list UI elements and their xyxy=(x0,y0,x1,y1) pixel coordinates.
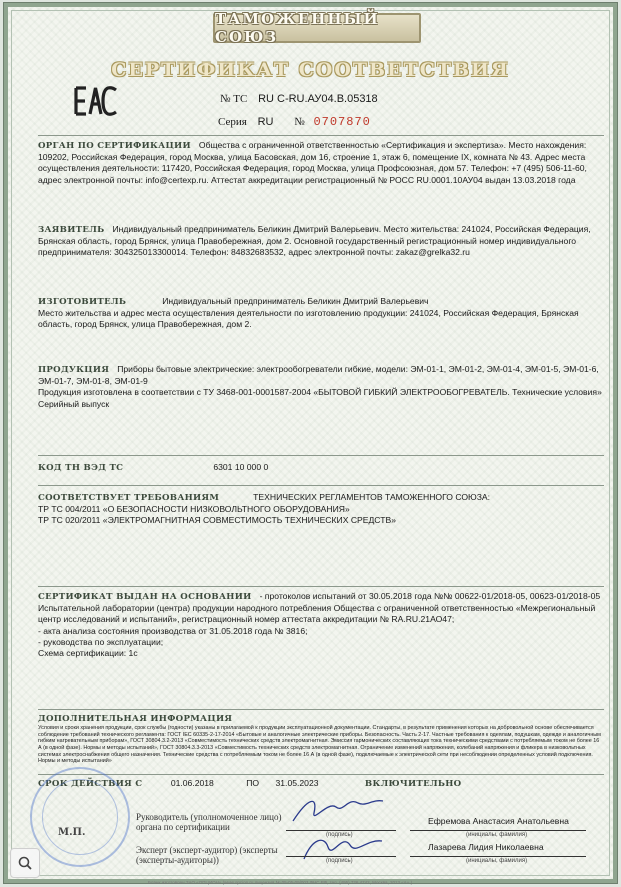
serial-no-label: № xyxy=(294,116,305,128)
certificate-number: RU C-RU.АУ04.В.05318 xyxy=(258,93,378,105)
basis-section xyxy=(38,591,604,659)
product-spec: Продукция изготовлена в соответствии с ТУ 3468-001-0001587-2004 «БЫТОВОЙ ГИБКИЙ ЭЛЕКТРООБОГРЕВАТЕЛЬ. Технические условия» xyxy=(38,387,602,398)
additional-section xyxy=(38,713,604,765)
zoom-button[interactable] xyxy=(10,848,40,878)
serial-label: Серия xyxy=(218,116,247,128)
seal-stamp xyxy=(30,767,130,867)
serial-code: RU xyxy=(257,116,274,128)
divider xyxy=(38,135,604,136)
manufacturer-name: Индивидуальный предприниматель Беликин Дмитрий Валерьевич xyxy=(162,296,429,306)
divider xyxy=(38,709,604,710)
customs-union-banner xyxy=(213,10,421,46)
basis-scheme: Схема сертификации: 1с xyxy=(38,648,138,659)
expert-sign-caption: (подпись) xyxy=(326,858,353,864)
serial-number: 0707870 xyxy=(313,115,371,129)
number-label: № ТС xyxy=(220,93,248,105)
expert-name-line xyxy=(410,856,586,857)
zoom-icon xyxy=(17,855,33,871)
blank-footer: Бланк изготовлен ЗАО «ОПЦИОН» (www.opcion.ru лицензия № 05-05-09/003 ФНС РФ, тел. (495) 726 4742, Москва, 2013 «А» ) xyxy=(148,880,413,885)
tnved-header: КОД ТН ВЭД ТС xyxy=(38,463,124,473)
expert-label: Эксперт (эксперт-аудитор) (эксперты (эксперты-аудиторы)) xyxy=(136,845,278,865)
valid-from: 01.06.2018 xyxy=(170,778,214,788)
conformity-line3: ТР ТС 020/2011 «ЭЛЕКТРОМАГНИТНАЯ СОВМЕСТИМОСТЬ ТЕХНИЧЕСКИХ СРЕДСТВ» xyxy=(38,515,396,526)
divider xyxy=(38,774,604,775)
head-signature xyxy=(288,793,388,829)
applicant-header: ЗАЯВИТЕЛЬ xyxy=(38,225,105,235)
basis-header: СЕРТИФИКАТ ВЫДАН НА ОСНОВАНИИ xyxy=(38,592,252,602)
additional-text: Условия и сроки хранения продукции, срок службы (годности) указаны в прилагаемой к продукции эксплуатационной документации. Стандарты, в результате применения которых на добровольной основе обеспечивается соблюдение требований технического регламента: ГОСТ IEC 60335-2-17-2014 «Бытовые и аналогичные электрические приборы. Безопасность. Часть 2-17. Частные требования к одеялам, подушкам, одежде и аналогичным гибким нагревательным приборам», ГОСТ 30804.3.2-2013 «Совместимость технических средств электромагнитная. Эмиссия гармонических составляющих тока техническими средствами с потребляемым током не более 16 А (в одной фазе). Нормы и методы испытаний», ГОСТ 30804.3.3-2013 «Совместимость технических средств электромагнитная. Ограничение изменений напряжения, колебаний напряжения и фликера в низковольтных системах электроснабжения общего назначения. Технические средства с потребляемым током не более 16 А (в одной фазе), подключаемые к электрической сети при несоблюдении определенных условий подключения. Нормы и методы испытаний» xyxy=(38,725,601,765)
expert-signature-line xyxy=(286,856,396,857)
head-name: Ефремова Анастасия Анатольевна xyxy=(428,816,569,826)
product-release: Серийный выпуск xyxy=(38,398,110,409)
validity-section xyxy=(38,778,604,790)
head-sign-caption: (подпись) xyxy=(326,832,353,838)
organ-section xyxy=(38,140,604,186)
head-name-line xyxy=(410,830,586,831)
banner-text: ТАМОЖЕННЫЙ СОЮЗ xyxy=(215,10,380,46)
organ-text: Общества с ограниченной ответственностью «Сертификация и экспертиза». Место нахождения: 109202, Российская Федерация, город Москва, улица Басовская, дом 16, строение 1, этаж 6, помещение IX, комната № 43. Адрес места осуществления деятельности: 117420, Российская Федерация, город Москва, улица Профсоюзная, дом 57. Телефон: +7 (495) 506-11-60, адрес электронной почты: info@certexp.ru. Аттестат аккредитации регистрационный № РОСС RU.0001.10АУ04 выдан 13.03.2018 года xyxy=(38,140,587,185)
certificate xyxy=(4,3,617,883)
organ-header: ОРГАН ПО СЕРТИФИКАЦИИ xyxy=(38,141,191,151)
head-name-caption: (инициалы, фамилия) xyxy=(466,832,528,838)
applicant-section xyxy=(38,224,604,259)
conformity-header: СООТВЕТСТВУЕТ ТРЕБОВАНИЯМ xyxy=(38,493,220,503)
conformity-section xyxy=(38,492,604,527)
basis-act: - акта анализа состояния производства от 31.05.2018 года № 3816; xyxy=(38,625,308,636)
valid-to-label: ПО xyxy=(246,778,260,788)
certificate-number-row xyxy=(220,93,378,105)
manufacturer-section xyxy=(38,296,604,331)
additional-header: ДОПОЛНИТЕЛЬНАЯ ИНФОРМАЦИЯ xyxy=(38,714,233,724)
head-label: Руководитель (уполномоченное лицо) органа по сертификации xyxy=(136,812,282,832)
manufacturer-text: Место жительства и адрес места осуществления деятельности по изготовлению продукции: 241024, Российская Федерация, Брянская область, город Брянск, улица Правобережная, дом 2. xyxy=(38,308,579,330)
product-section xyxy=(38,364,604,410)
product-text: Приборы бытовые электрические: электрообогреватели гибкие, модели: ЭМ-01-1, ЭМ-01-2, ЭМ-01-4, ЭМ-01-5, ЭМ-01-6, ЭМ-01-7, ЭМ-01-8, ЭМ-01-9 xyxy=(38,364,599,387)
basis-manual: - руководства по эксплуатации; xyxy=(38,636,164,647)
serial-row xyxy=(218,115,371,129)
divider xyxy=(38,485,604,486)
divider xyxy=(38,586,604,587)
validity-header: СРОК ДЕЙСТВИЯ С xyxy=(38,779,143,789)
manufacturer-header: ИЗГОТОВИТЕЛЬ xyxy=(38,297,127,307)
conformity-line2: ТР ТС 004/2011 «О БЕЗОПАСНОСТИ НИЗКОВОЛЬТНОГО ОБОРУДОВАНИЯ» xyxy=(38,504,350,515)
certificate-title: СЕРТИФИКАТ СООТВЕТСТВИЯ xyxy=(111,59,510,81)
seal-label: М.П. xyxy=(58,827,86,838)
product-header: ПРОДУКЦИЯ xyxy=(38,365,110,375)
applicant-text: Индивидуальный предприниматель Беликин Дмитрий Валерьевич. Место жительства: 241024, Российская Федерация, Брянская область, город Брянск, улица Правобережная, дом 2. Основной государственный регистрационный номер индивидуального предпринимателя: 304325013300014. Телефон: 84832683532, адрес электронной почты: zakaz@grelka32.ru xyxy=(38,224,591,258)
tnved-section xyxy=(38,462,604,474)
tnved-code: 6301 10 000 0 xyxy=(213,462,269,472)
valid-to: 31.05.2023 xyxy=(275,778,319,788)
basis-text: - протоколов испытаний от 30.05.2018 года №№ 00622-01/2018-05, 00623-01/2018-05 Испытательной лаборатории (центра) продукции народного потребления Общества с ограниченной ответственностью «Межрегиональный центр исследований и испытаний», регистрационный номер аттестата аккредитации № RA.RU.21АО47; xyxy=(38,591,601,625)
inclusive-label: ВКЛЮЧИТЕЛЬНО xyxy=(364,779,462,789)
expert-name-caption: (инициалы, фамилия) xyxy=(466,858,528,864)
expert-name: Лазарева Лидия Николаевна xyxy=(428,842,544,852)
divider xyxy=(38,455,604,456)
eac-logo xyxy=(74,85,118,117)
conformity-line1: ТЕХНИЧЕСКИХ РЕГЛАМЕНТОВ ТАМОЖЕННОГО СОЮЗА: xyxy=(253,492,491,502)
